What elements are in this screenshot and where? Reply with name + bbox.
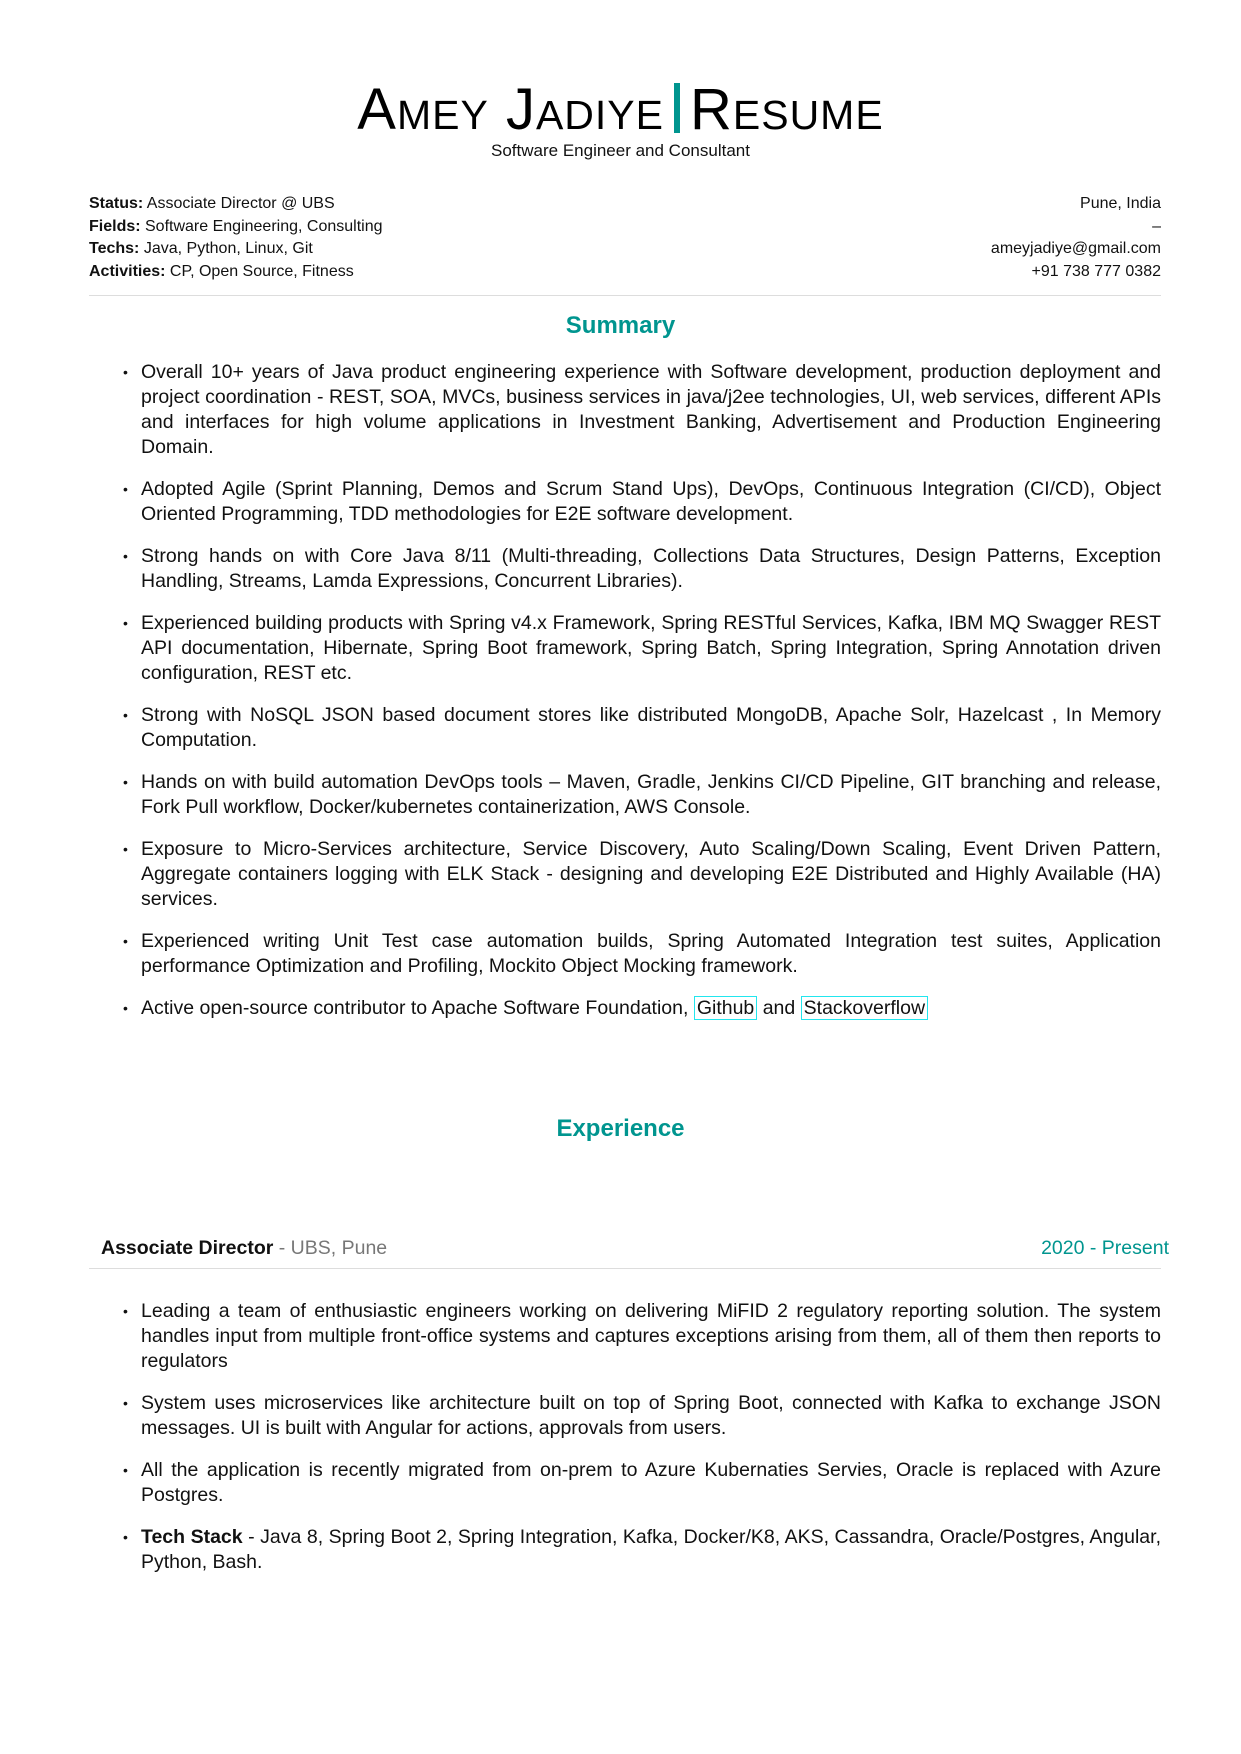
item-text: Exposure to Micro-Services architecture, Service Discovery, Auto Scaling/Down Scaling, Event Driven Pattern, Aggregate containers logging with ELK Stack - designing and developing E2E Distributed and Highly Available (HA) services.	[141, 838, 1161, 910]
bullet-icon: •	[123, 1462, 128, 1478]
item-text: Hands on with build automation DevOps tools – Maven, Gradle, Jenkins CI/CD Pipeline, GIT branching and release, Fork Pull workflow, Docker/kubernetes containerization, AWS Console.	[141, 771, 1161, 818]
item-text: Adopted Agile (Sprint Planning, Demos and Scrum Stand Ups), DevOps, Continuous Integration (CI/CD), Object Oriented Programming, TDD methodologies for E2E software development.	[141, 478, 1161, 525]
list-item	[119, 611, 1161, 686]
github-link[interactable]: Github	[694, 996, 757, 1020]
info-status: Status: Associate Director @ UBS	[89, 195, 335, 212]
bullet-icon: •	[123, 548, 128, 564]
list-item	[119, 770, 1161, 820]
item-text: Overall 10+ years of Java product engineering experience with Software development, production deployment and project coordination - REST, SOA, MVCs, business services in java/j2ee technologies, UI, web services, different APIs and interfaces for high volume applications in Investment Banking, Advertisement and Production Engineering Domain.	[141, 361, 1161, 458]
item-text: Leading a team of enthusiastic engineers working on delivering MiFID 2 regulatory reporting solution. The system handles input from multiple front-office systems and captures exceptions arising from them, all of them then reports to regulators	[141, 1300, 1161, 1372]
title-divider	[674, 83, 680, 133]
item-text: All the application is recently migrated from on-prem to Azure Kubernaties Servies, Oracle is replaced with Azure Postgres.	[141, 1459, 1161, 1506]
subtitle: Software Engineer and Consultant	[491, 141, 750, 160]
info-left	[89, 193, 382, 283]
item-text: Experienced writing Unit Test case automation builds, Spring Automated Integration test suites, Application performance Optimization and Profiling, Mockito Object Mocking framework.	[141, 930, 1161, 977]
item-text: System uses microservices like architecture built on top of Spring Boot, connected with Kafka to exchange JSON messages. UI is built with Angular for actions, approvals from users.	[141, 1392, 1161, 1439]
bullet-icon: •	[123, 1303, 128, 1319]
info-techs: Techs: Java, Python, Linux, Git	[89, 240, 313, 257]
bullet-icon: •	[123, 933, 128, 949]
list-item	[119, 1458, 1161, 1508]
summary-heading: Summary	[565, 312, 676, 339]
tech-stack: - Java 8, Spring Boot 2, Spring Integration, Kafka, Docker/K8, AKS, Cassandra, Oracle/Postgres, Angular, Python, Bash.	[141, 1526, 1161, 1573]
list-item	[119, 703, 1161, 753]
info-fields: Fields: Software Engineering, Consulting	[89, 217, 383, 235]
list-item	[119, 996, 1161, 1021]
page-title	[0, 78, 1241, 142]
bullet-icon: •	[123, 615, 128, 631]
info-activities: Activities: CP, Open Source, Fitness	[89, 262, 354, 280]
list-item	[119, 360, 1161, 460]
experience-heading: Experience	[556, 1115, 685, 1142]
separator: –	[1152, 217, 1161, 235]
list-item	[119, 1299, 1161, 1374]
bullet-icon: •	[123, 364, 128, 380]
resume-label: Resume	[689, 77, 884, 142]
list-item	[119, 544, 1161, 594]
bullet-icon: •	[123, 841, 128, 857]
stackoverflow-link[interactable]: Stackoverflow	[801, 996, 928, 1020]
item-text: and	[757, 997, 801, 1019]
job-divider	[89, 1268, 1161, 1269]
job-bullets	[119, 1299, 1161, 1592]
name: Amey Jadiye	[357, 77, 664, 142]
bullet-icon: •	[123, 774, 128, 790]
email[interactable]: ameyjadiye@gmail.com	[990, 240, 1161, 257]
item-text: Experienced building products with Spring v4.x Framework, Spring RESTful Services, Kafka, IBM MQ Swagger REST API documentation, Hibernate, Spring Boot framework, Spring Batch, Spring Integration, Spring Annotation driven configuration, REST etc.	[141, 612, 1161, 684]
item-text: Strong hands on with Core Java 8/11 (Multi-threading, Collections Data Structures, Design Patterns, Exception Handling, Streams, Lamda Expressions, Concurrent Libraries).	[141, 545, 1161, 592]
phone[interactable]: +91 738 777 0382	[1031, 262, 1161, 280]
location: Pune, India	[1080, 195, 1161, 212]
list-item	[119, 837, 1161, 912]
divider	[89, 295, 1161, 296]
summary-list	[119, 360, 1161, 1038]
bullet-icon: •	[123, 1529, 128, 1545]
list-item	[119, 929, 1161, 979]
bullet-icon: •	[123, 1000, 128, 1016]
contact-info	[991, 193, 1161, 283]
bullet-icon: •	[123, 481, 128, 497]
list-item	[119, 477, 1161, 527]
list-item	[119, 1391, 1161, 1441]
tech-stack-label: Tech Stack	[141, 1526, 243, 1548]
job-date: 2020 - Present	[1041, 1237, 1169, 1259]
bullet-icon: •	[123, 707, 128, 723]
bullet-icon: •	[123, 1395, 128, 1411]
job-title-line: Associate Director - UBS, Pune	[101, 1237, 388, 1259]
item-text: Active open-source contributor to Apache Software Foundation,	[141, 997, 694, 1019]
job-header	[101, 1237, 1169, 1260]
list-item	[119, 1525, 1161, 1575]
item-text: Strong with NoSQL JSON based document stores like distributed MongoDB, Apache Solr, Hazelcast , In Memory Computation.	[141, 704, 1161, 751]
